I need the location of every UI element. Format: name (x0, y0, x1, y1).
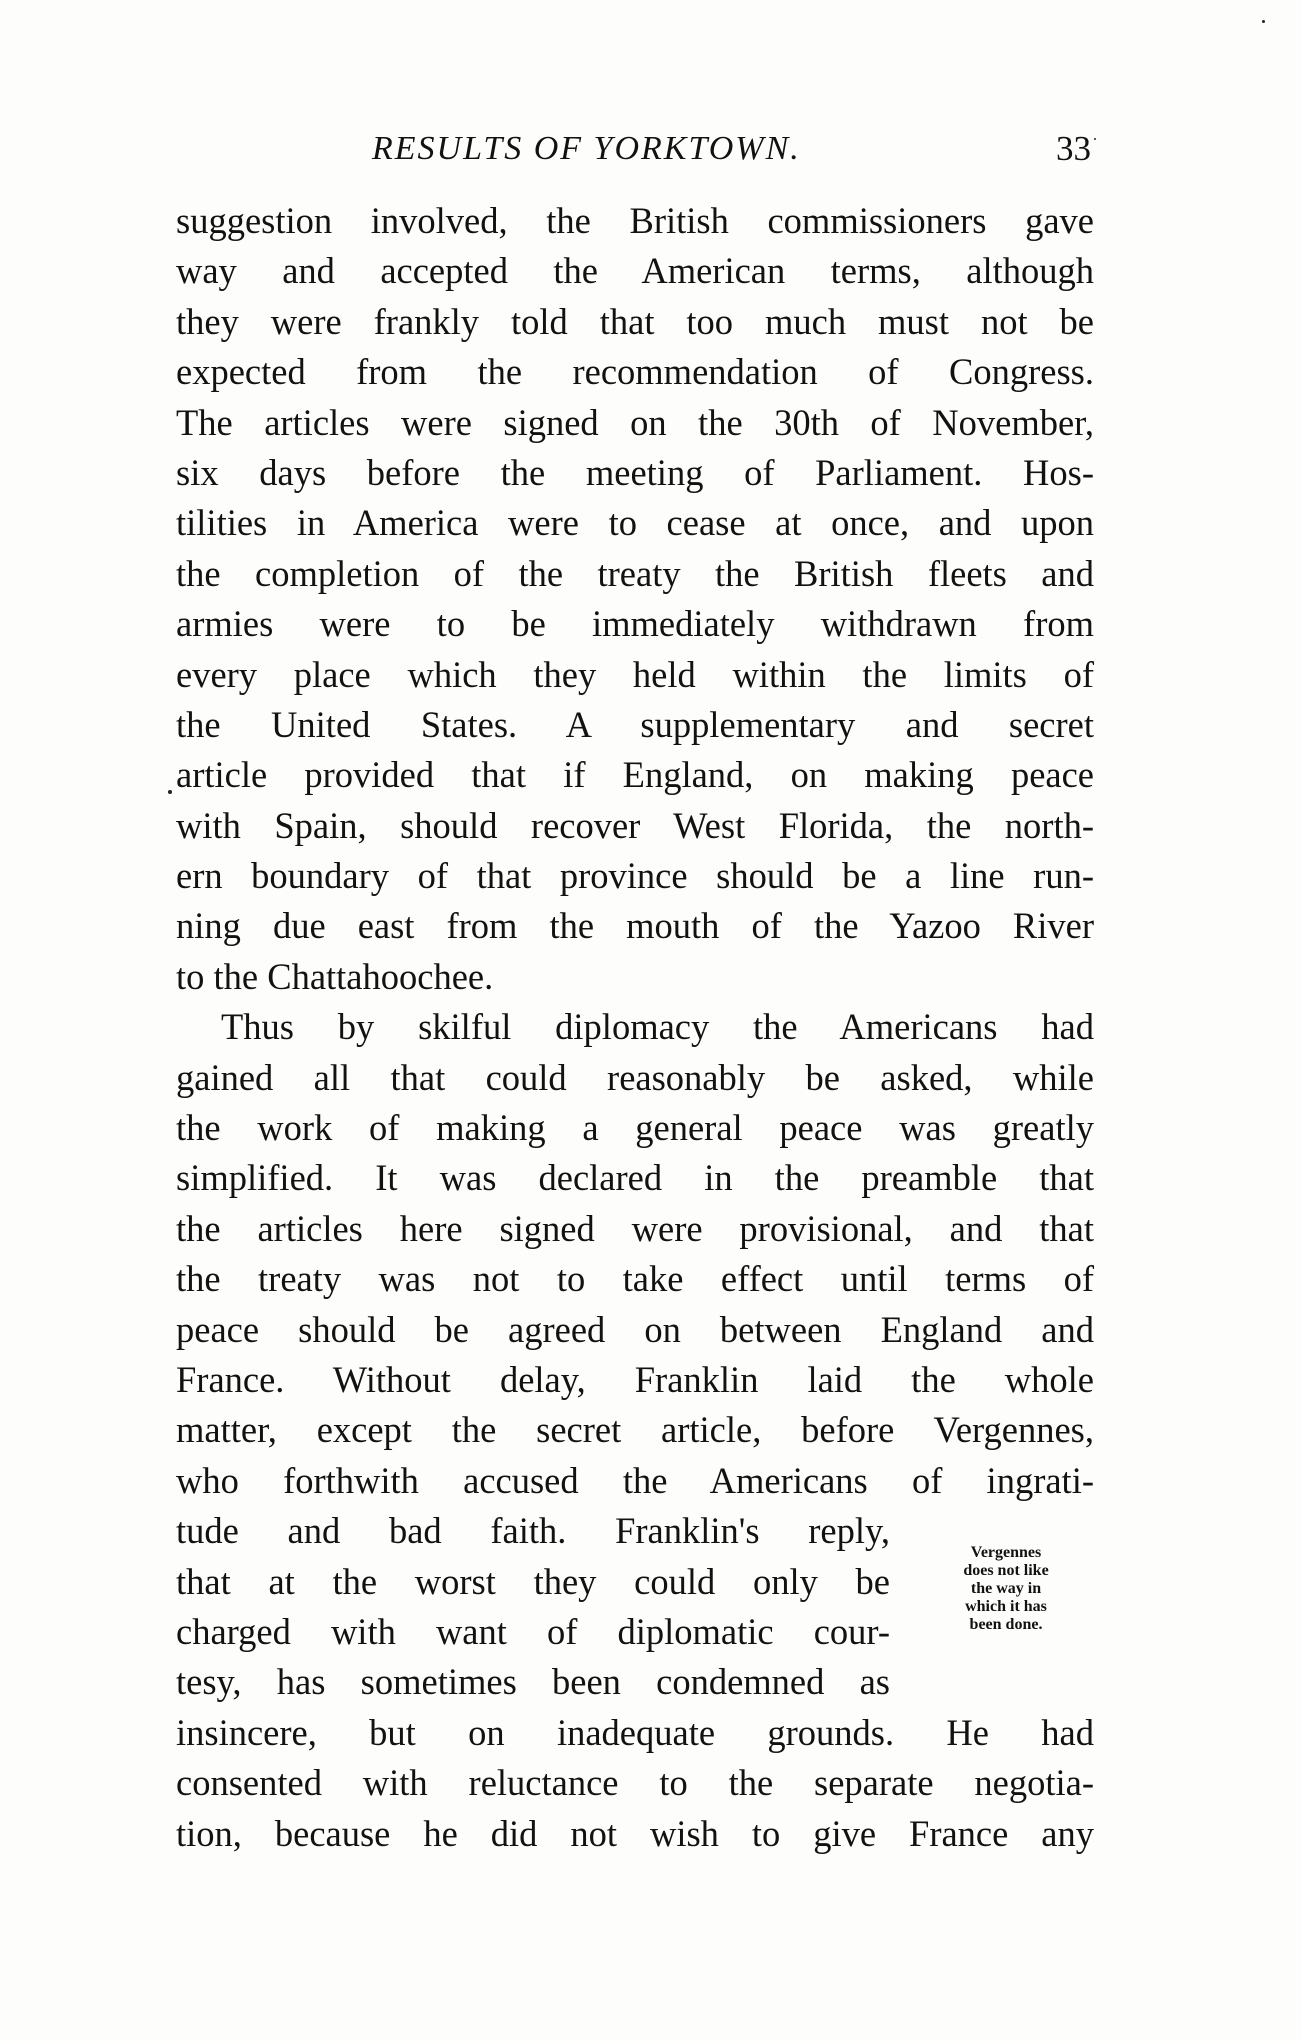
page-number: 33 (1056, 129, 1091, 168)
text-line: that at the worst they could only be (176, 1560, 890, 1602)
text-line: expected from the recommendation of Congress. (176, 351, 1094, 393)
text-line: The articles were signed on the 30th of November, (176, 401, 1094, 443)
text-line: tesy, has sometimes been condemned as (176, 1661, 890, 1703)
text-line: suggestion involved, the British commissioners gave (176, 200, 1094, 241)
print-speck (168, 790, 172, 794)
paragraph-start-line: Thus by skilful diplomacy the Americans had (221, 1006, 1094, 1048)
text-line: charged with want of diplomatic cour- (176, 1610, 890, 1652)
running-title: RESULTS OF YORKTOWN. (372, 130, 801, 167)
text-line: the articles here signed were provisional, and that (176, 1207, 1094, 1249)
text-line: to the Chattahoochee. (176, 955, 494, 997)
text-line: armies were to be immediately withdrawn from (176, 603, 1094, 645)
text-line: France. Without delay, Franklin laid the whole (176, 1358, 1094, 1400)
margin-note-line: does not like (963, 1562, 1049, 1579)
margin-note (916, 1544, 1096, 1634)
running-head (176, 124, 1094, 174)
text-line: with Spain, should recover West Florida, the north- (176, 804, 1094, 846)
text-line: ning due east from the mouth of the Yazoo River (176, 905, 1094, 947)
margin-note-line: Vergennes (970, 1544, 1042, 1561)
text-line: they were frankly told that too much must not be (176, 300, 1094, 342)
text-line: the United States. A supplementary and secret (176, 703, 1094, 745)
text-line: matter, except the secret article, before Vergennes, (176, 1409, 1094, 1451)
text-line: simplified. It was declared in the preamble that (176, 1157, 1094, 1199)
text-line: tilities in America were to cease at once, and upon (176, 502, 1094, 544)
text-line: article provided that if England, on making peace (176, 754, 1094, 796)
text-line: the work of making a general peace was greatly (176, 1107, 1094, 1149)
text-line: insincere, but on inadequate grounds. He had (176, 1711, 1094, 1753)
text-line: ern boundary of that province should be a line run- (176, 855, 1094, 897)
print-speck (1262, 20, 1265, 23)
margin-note-line: which it has (965, 1598, 1047, 1615)
text-line: gained all that could reasonably be asked, while (176, 1056, 1094, 1098)
text-line: consented with reluctance to the separate negotia- (176, 1762, 1094, 1804)
text-line: every place which they held within the limits of (176, 653, 1094, 695)
text-line: tude and bad faith. Franklin's reply, (176, 1510, 890, 1552)
text-line: six days before the meeting of Parliament. Hos- (176, 451, 1094, 493)
text-line: way and accepted the American terms, although (176, 250, 1094, 292)
text-line: tion, because he did not wish to give France any (176, 1812, 1094, 1854)
text-line: who forthwith accused the Americans of ingrati- (176, 1459, 1094, 1501)
text-line: the completion of the treaty the British fleets and (176, 552, 1094, 594)
text-line: the treaty was not to take effect until terms of (176, 1258, 1094, 1300)
margin-note-line: the way in (970, 1580, 1042, 1597)
margin-note-line: been done. (969, 1616, 1043, 1633)
print-speck (1094, 138, 1096, 140)
text-line: peace should be agreed on between England and (176, 1308, 1094, 1350)
